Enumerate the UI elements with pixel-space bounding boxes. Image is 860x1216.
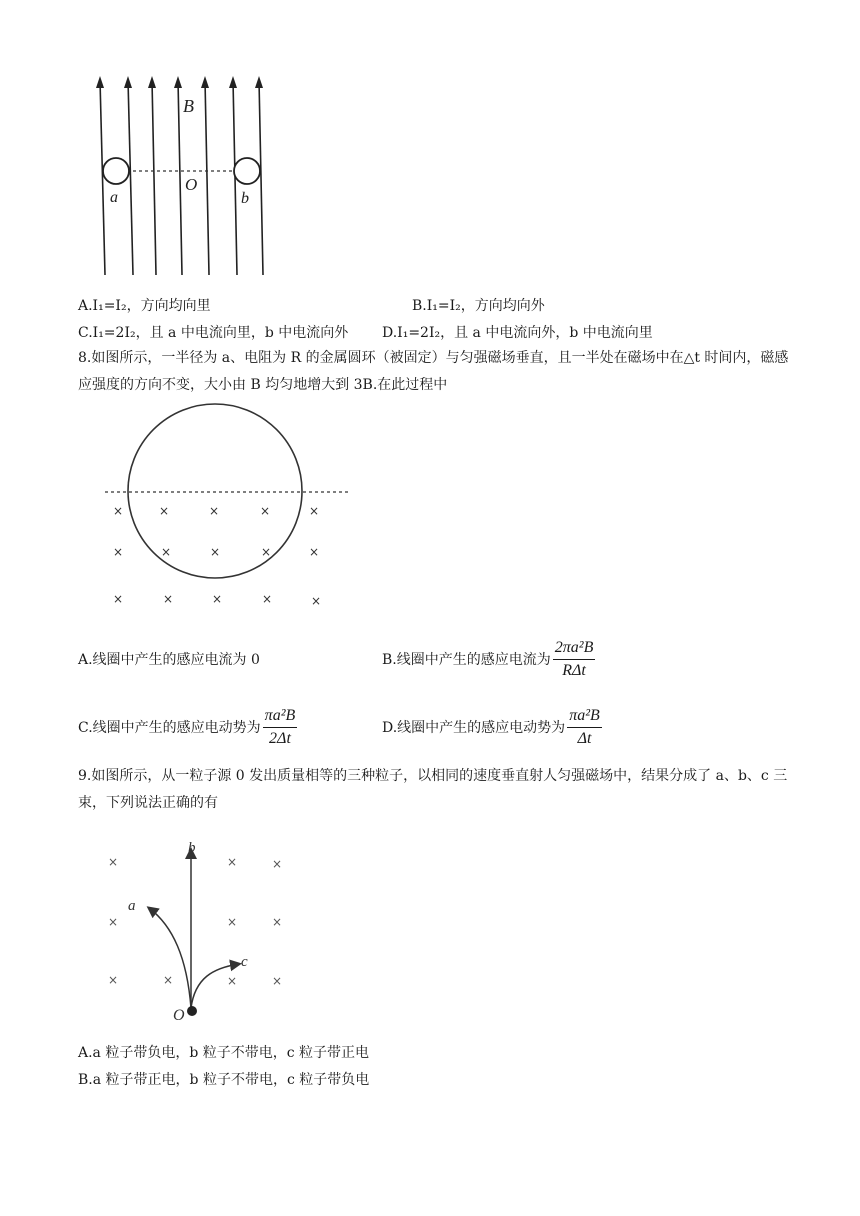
q8-option-a: A.线圈中产生的感应电流为 0 [78,652,260,668]
field-cross: × [160,545,172,559]
label-b: b [241,190,249,207]
q8-option-b: B.线圈中产生的感应电流为 $\frac{\text{2πa²B}}{\text{RΔt}}$ [382,638,594,679]
field-cross: × [259,504,271,518]
q7-figure [85,70,285,280]
q7-option-d: D.I₁=2I₂，且 a 中电流向外，b 中电流向里 [382,325,653,341]
q8-option-c: C.线圈中产生的感应电动势为 $\frac{\text{πa²B}}{2\Delta t}$ [78,706,296,747]
label-b: b [188,840,196,856]
field-cross: × [308,504,320,518]
field-cross: × [260,545,272,559]
field-line [178,80,182,275]
q7-option-a: A.I₁=I₂，方向均向里 [78,298,211,314]
q9-stem: 9.如图所示，从一粒子源 0 发出质量相等的三种粒子，以相同的速度垂直射人匀强磁场中，结果分成了 a、b、c 三束，下列说法正确的有 [78,768,788,811]
path-a [149,908,191,1008]
field-crosses [108,855,282,988]
q8-stem: 8.如图所示，一半径为 a、电阻为 R 的金属圆环（被固定）与匀强磁场垂直，且一半处在磁场中在△t 时间内，磁感应强度的方向不变，大小由 B 均匀地增大到 3B.在此过程中 [78,350,789,393]
field-cross: × [112,545,124,559]
field-cross: × [308,545,320,559]
field-line [152,80,156,275]
label-B: B [183,96,194,116]
field-line [205,80,209,275]
field-cross: × [158,504,170,518]
q7-option-c: C.I₁=2I₂，且 a 中电流向里，b 中电流向外 [78,325,349,341]
ring-a [103,158,129,184]
label-O: O [185,175,198,194]
field-cross: × [107,915,119,929]
q8-d-fraction: $\frac{\text{πa²B}}{\Delta t}$ [569,706,600,747]
q8-c-fraction: $\frac{\text{πa²B}}{2\Delta t}$ [264,706,296,747]
field-cross: × [211,592,223,606]
q9-option-b: B.a 粒子带正电，b 粒子不带电，c 粒子带负电 [78,1072,370,1088]
field-cross: × [271,857,283,871]
field-line [259,80,263,275]
label-O: O [173,1007,185,1024]
field-cross: × [271,915,283,929]
field-cross: × [271,974,283,988]
field-cross: × [261,592,273,606]
label-a: a [128,898,136,914]
ring-b [234,158,260,184]
field-cross: × [162,973,174,987]
q8-figure [100,400,360,615]
q8-option-d: D.线圈中产生的感应电动势为 $\frac{\text{πa²B}}{\Delta t}$ [382,706,600,747]
field-cross: × [112,592,124,606]
field-cross: × [107,855,119,869]
field-cross: × [208,504,220,518]
field-cross: × [162,592,174,606]
field-cross: × [112,504,124,518]
field-cross: × [226,974,238,988]
q9-figure [95,838,315,1028]
field-line [128,80,133,275]
q7-option-b: B.I₁=I₂，方向均向外 [412,298,545,314]
field-arrowheads [96,76,263,88]
q9-option-a: A.a 粒子带负电，b 粒子不带电，c 粒子带正电 [78,1045,370,1061]
field-cross: × [209,545,221,559]
field-cross: × [226,855,238,869]
label-c: c [241,954,248,970]
field-cross: × [226,915,238,929]
label-a: a [110,189,118,206]
field-cross: × [107,973,119,987]
particle-source [187,1006,197,1016]
q8-b-fraction: $\frac{\text{2πa²B}}{\text{RΔt}}$ [554,638,594,679]
field-cross: × [310,594,322,608]
field-crosses [113,504,321,608]
